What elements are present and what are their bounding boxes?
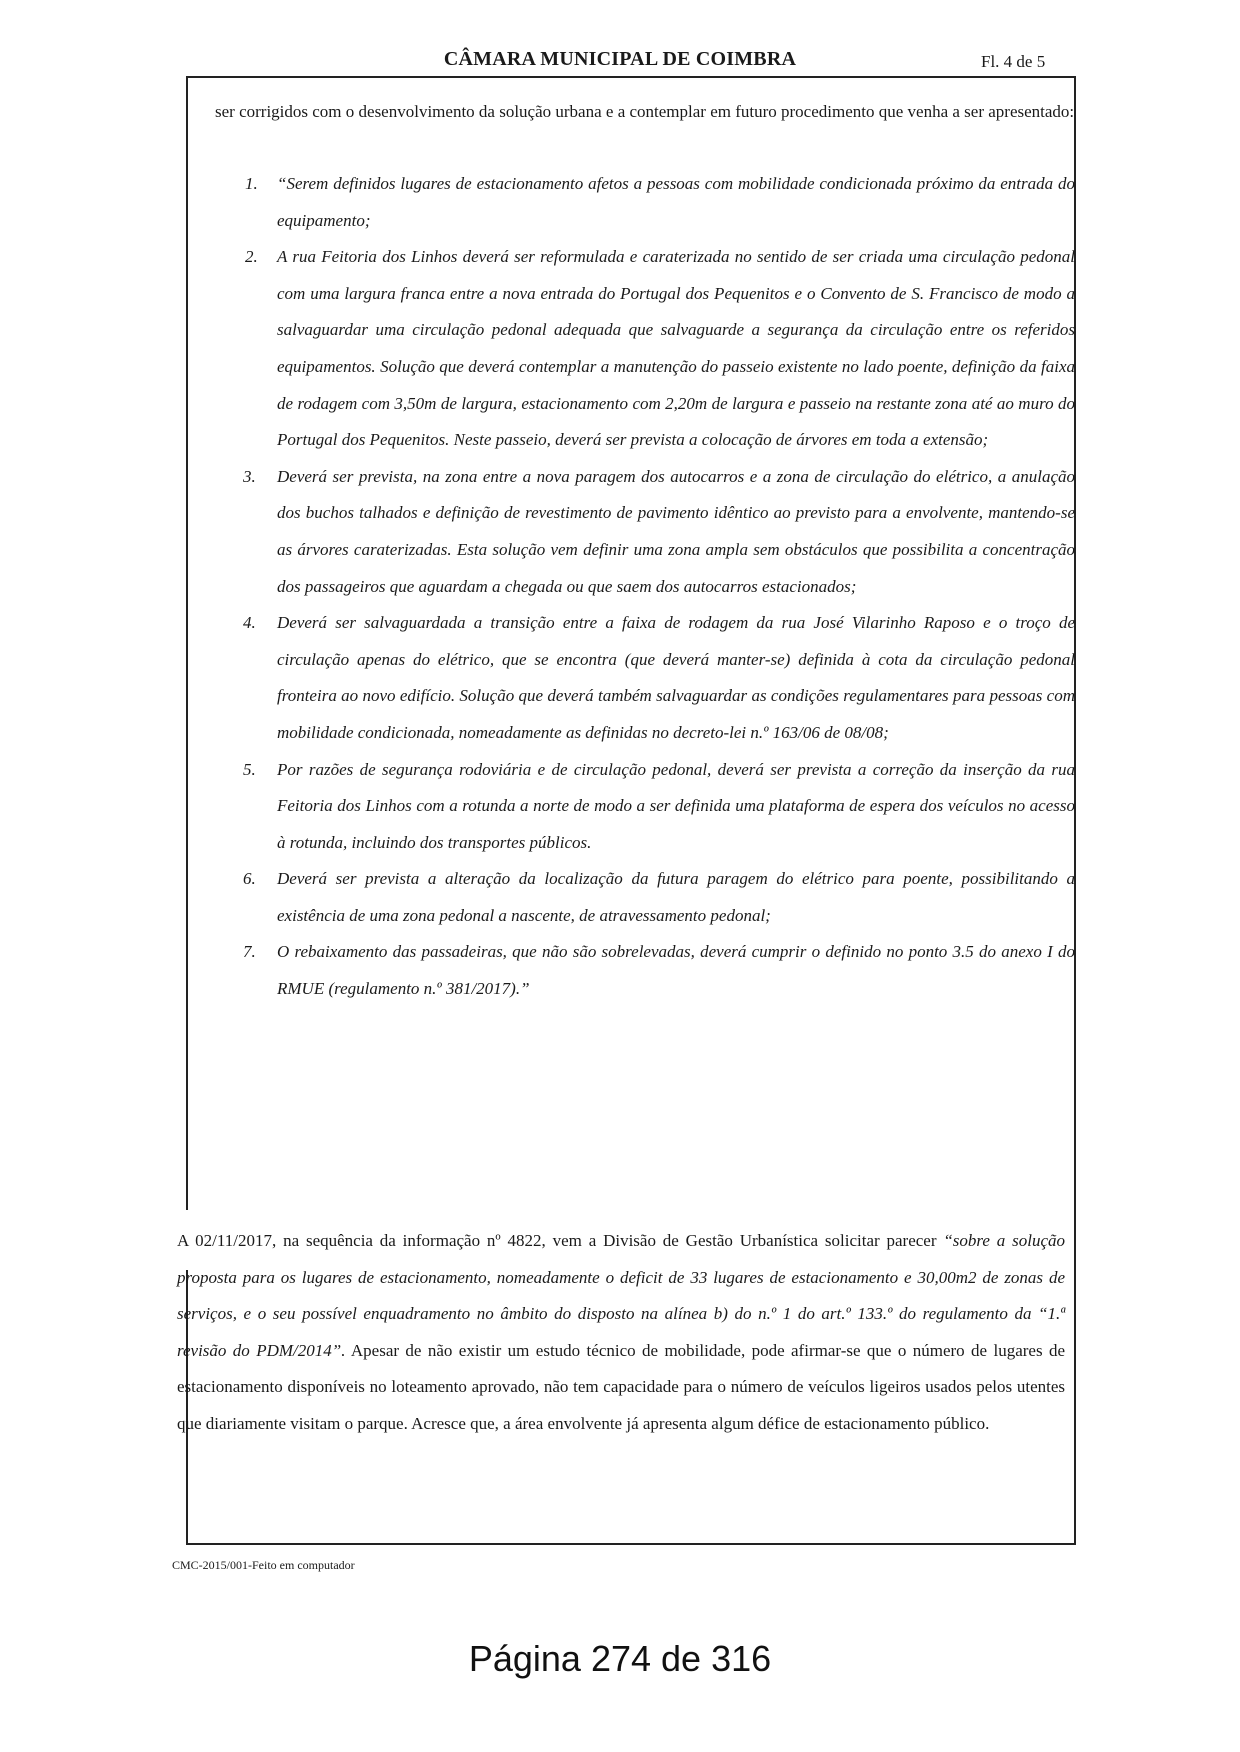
paragraph-quote: “sobre a solução proposta para os lugares de estacionamento, nomeadamente o deficit de 33 lugares de estacionamento e 30,00m2 de zonas de serviços, e o seu possível enquadramento no âmbito do disposto na alínea b) do n.º 1 do art.º 133.º do regulamento da “1.ª revisão do PDM/2014”. (177, 1231, 1065, 1360)
list-item-text: A rua Feitoria dos Linhos deverá ser reformulada e caraterizada no sentido de ser criada uma circulação pedonal com uma largura franca entre a nova entrada do Portugal dos Pequenitos e o Convento de S. Francisco de modo a salvaguardar uma circulação pedonal adequada que salvaguarde a segurança da circulação entre os referidos equipamentos. Solução que deverá contemplar a manutenção do passeio existente no lado poente, definição da faixa de rodagem com 3,50m de largura, estacionamento com 2,20m de largura e passeio na restante zona até ao muro do Portugal dos Pequenitos. Neste passeio, deverá ser prevista a colocação de árvores em toda a extensão; (277, 247, 1075, 450)
document-header-title: CÂMARA MUNICIPAL DE COIMBRA (443, 48, 797, 70)
list-item (215, 459, 1075, 605)
list-item-text: Deverá ser prevista a alteração da localização da futura paragem do elétrico para poente, possibilitando a existência de uma zona pedonal a nascente, de atravessamento pedonal; (277, 869, 1075, 925)
list-item-number: 4. (243, 613, 256, 633)
list-item-number: 6. (243, 869, 256, 889)
list-item-text: Deverá ser prevista, na zona entre a nova paragem dos autocarros e a zona de circulação do elétrico, a anulação dos buchos talhados e definição de revestimento de pavimento idêntico ao previsto para a envolvente, mantendo-se as árvores caraterizadas. Esta solução vem definir uma zona ampla sem obstáculos que possibilita a concentração dos passageiros que aguardam a chegada ou que saem dos autocarros estacionados; (277, 466, 1075, 596)
list-item-number: 2. (245, 247, 258, 267)
list-item (215, 166, 1075, 239)
paragraph-text: Apesar de não existir um estudo técnico de mobilidade, pode afirmar-se que o número de lugares de estacionamento disponíveis no loteamento aprovado, não tem capacidade para o número de veículos ligeiros usados pelos utentes que diariamente visitam o parque. Acresce que, a área envolvente já apresenta algum défice de estacionamento público. (177, 1340, 1066, 1433)
footer-code: CMC-2015/001-Feito em computador (172, 1558, 355, 1572)
list-item-text: Por razões de segurança rodoviária e de circulação pedonal, deverá ser prevista a correção da inserção da rua Feitoria dos Linhos com a rotunda a norte de modo a ser definida uma plataforma de espera dos veículos no acesso à rotunda, incluindo dos transportes públicos. (277, 759, 1075, 852)
list-item (215, 861, 1075, 934)
page-number: Página 274 de 316 (468, 1638, 772, 1679)
list-item-text: O rebaixamento das passadeiras, que não são sobrelevadas, deverá cumprir o definido no ponto 3.5 do anexo I do RMUE (regulamento n.º 381/2017).” (277, 942, 1075, 999)
folio-number: Fl. 4 de 5 (981, 52, 1046, 71)
list-item-number: 3. (243, 466, 256, 486)
intro-text: ser corrigidos com o desenvolvimento da solução urbana e a contemplar em futuro procedimento que venha a ser apresentado: (215, 102, 1075, 121)
list-item-number: 1. (245, 174, 258, 193)
list-item (215, 934, 1075, 1007)
requirements-list (215, 166, 1075, 1008)
list-item (215, 239, 1075, 459)
list-item-text: Deverá ser salvaguardada a transição entre a faixa de rodagem da rua José Vilarinho Raposo e o troço de circulação apenas do elétrico, que se encontra (que deverá manter-se) definida à cota da circulação pedonal fronteira ao novo edifício. Solução que deverá também salvaguardar as condições regulamentares para pessoas com mobilidade condicionada, nomeadamente as definidas no decreto-lei n.º 163/06 de 08/08; (277, 613, 1075, 742)
list-item-number: 5. (243, 759, 256, 779)
list-item (215, 605, 1075, 751)
list-item-number: 7. (243, 942, 256, 962)
paragraph-text: A 02/11/2017, na sequência da informação nº 4822, vem a Divisão de Gestão Urbanística solicitar parecer (177, 1231, 944, 1250)
list-item (215, 752, 1075, 862)
body-paragraph (177, 1223, 1065, 1442)
list-item-text: “Serem definidos lugares de estacionamento afetos a pessoas com mobilidade condicionada próximo da entrada do equipamento; (277, 174, 1075, 230)
